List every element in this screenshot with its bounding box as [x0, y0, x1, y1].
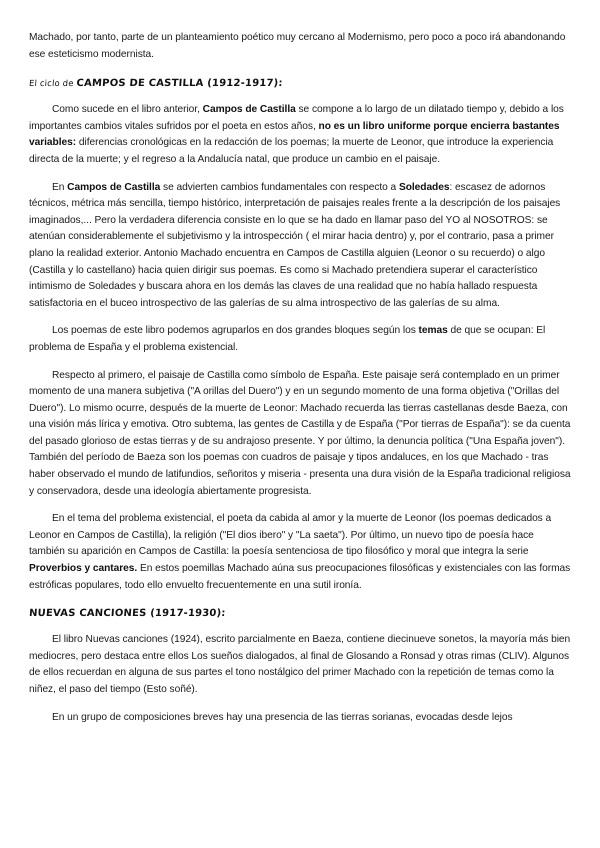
text-run: diferencias cronológicas en la redacción de los poemas; la muerte de Leonor, que introduce la experiencia directa de la muerte; y el regreso a la Andalucía natal, que produce un cambio en el paisaje.: [29, 137, 554, 165]
bold-run: temas: [418, 325, 448, 337]
text-run: de que se ocupan: El problema de España y el problema existencial.: [29, 325, 546, 353]
text-run: se advierten cambios fundamentales con respecto a: [160, 181, 399, 193]
paragraph-campos-1: [29, 102, 572, 168]
heading-prefix: El ciclo de: [28, 78, 77, 89]
paragraph-campos-5: [29, 511, 572, 594]
text-run: En: [52, 181, 68, 193]
bold-run: no es un libro uniforme porque encierra bastantes variables:: [29, 120, 560, 149]
text-run: : escasez de adornos técnicos, métrica más sencilla, tiempo histórico, interpretación de paisajes reales frente a la descripción de los paisajes imaginados,... Pero la verdadera diferencia consiste en lo que se ha dado en llamar paso del YO al NOSOTROS: se atenúan considerablemente el subjetivismo y la introspección ( el mirar hacia dentro) y, por el contrario, pasa a primer plano la realidad exterior. Antonio Machado encuentra en Campos de Castilla alguien (Leonor o su recuerdo) o algo (Castilla y lo castellano) hacia quien dirigir sus poemas. Es como si Machado pretendiera superar el característico intimismo de Soledades y buscara ahora en los demás las claves de una realidad que no había hallado respuesta satisfactoria en el buceo introspectivo de las galerías de su alma introspectivo de las galerías de su alma.: [29, 181, 561, 309]
intro-paragraph: Machado, por tanto, parte de un planteamiento poético muy cercano al Modernismo, pero poco a poco irá abandonando ese esteticismo modernista.: [29, 32, 566, 60]
paragraph-campos-3: [29, 323, 572, 356]
bold-run: Campos de Castilla: [202, 104, 296, 116]
bold-run: Campos de Castilla: [67, 181, 161, 193]
paragraph-nuevas-2: En un grupo de composiciones breves hay una presencia de las tierras sorianas, evocadas desde lejos: [52, 711, 513, 723]
paragraph-campos-2: [29, 180, 572, 313]
text-run: Como sucede en el libro anterior,: [52, 104, 203, 116]
text-run: En el tema del problema existencial, el poeta da cabida al amor y la muerte de Leonor (los poemas dedicados a Leonor en Campos de Castilla), la religión ("El dios ibero" y "La saeta"). Por último, un nuevo tipo de poesía hace también su aparición en Campos de Castilla: la poesía sentenciosa de tipo filosófico y moral que integra la serie: [29, 513, 552, 558]
paragraph-campos-4: Respecto al primero, el paisaje de Castilla como símbolo de España. Este paisaje será contemplado en un primer momento de una manera subjetiva ("A orillas del Duero") y en un segundo momento de una forma objetiva ("Orillas del Duero"). Lo mismo ocurre, después de la muerte de Leonor: Machado recuerda las tierras castellanas desde Baeza, con una visión más lírica y emotiva. Otro subtema, las gentes de Castilla y de España ("Por tierras de España"): se da cuenta del pasado glorioso de estas tierras y de su andrajoso presente. Y por último, la denuncia política ("Una España joven"). También del período de Baeza son los poemas con cuadros de paisaje y tipos andaluces, en los que Machado - tras haber observado el mundo de latifundios, señoritos y miseria - presenta una dura visión de la España tradicional religiosa y conservadora, desde una ideología abiertamente progresista.: [29, 369, 571, 497]
paragraph-nuevas-1: El libro Nuevas canciones (1924), escrito parcialmente en Baeza, contiene diecinueve sonetos, la mayoría más bien mediocres, pero destaca entre ellos Los sueños dialogados, al final de Glosando a Ronsad y otras rimas (CLIV). Algunos de ellos recuerdan en alguna de sus partes el tono nostálgico del primer Machado con la repetición de temas como la niñez, el paso del tiempo (Esto soñé).: [29, 634, 571, 695]
bold-run: Soledades: [398, 181, 450, 193]
text-run: se compone a lo largo de un dilatado tiempo y, debido a los importantes cambios vitales sufridos por el poeta en estos años,: [29, 104, 564, 132]
document-page: [29, 30, 572, 726]
bold-run: Proverbios y cantares.: [29, 563, 138, 575]
text-run: Los poemas de este libro podemos agruparlos en dos grandes bloques según los: [52, 325, 419, 337]
section-heading-nuevas-canciones: [28, 606, 572, 622]
heading-title: NUEVAS CANCIONES (1917-1930):: [28, 608, 226, 620]
text-run: En estos poemillas Machado aúna sus preocupaciones filosóficas y existenciales con las formas estróficas populares, todo ello envuelto frecuentemente en una sutil ironía.: [29, 563, 571, 591]
heading-title: CAMPOS DE CASTILLA (1912-1917):: [76, 78, 283, 90]
section-heading-campos-de-castilla: [28, 75, 572, 92]
